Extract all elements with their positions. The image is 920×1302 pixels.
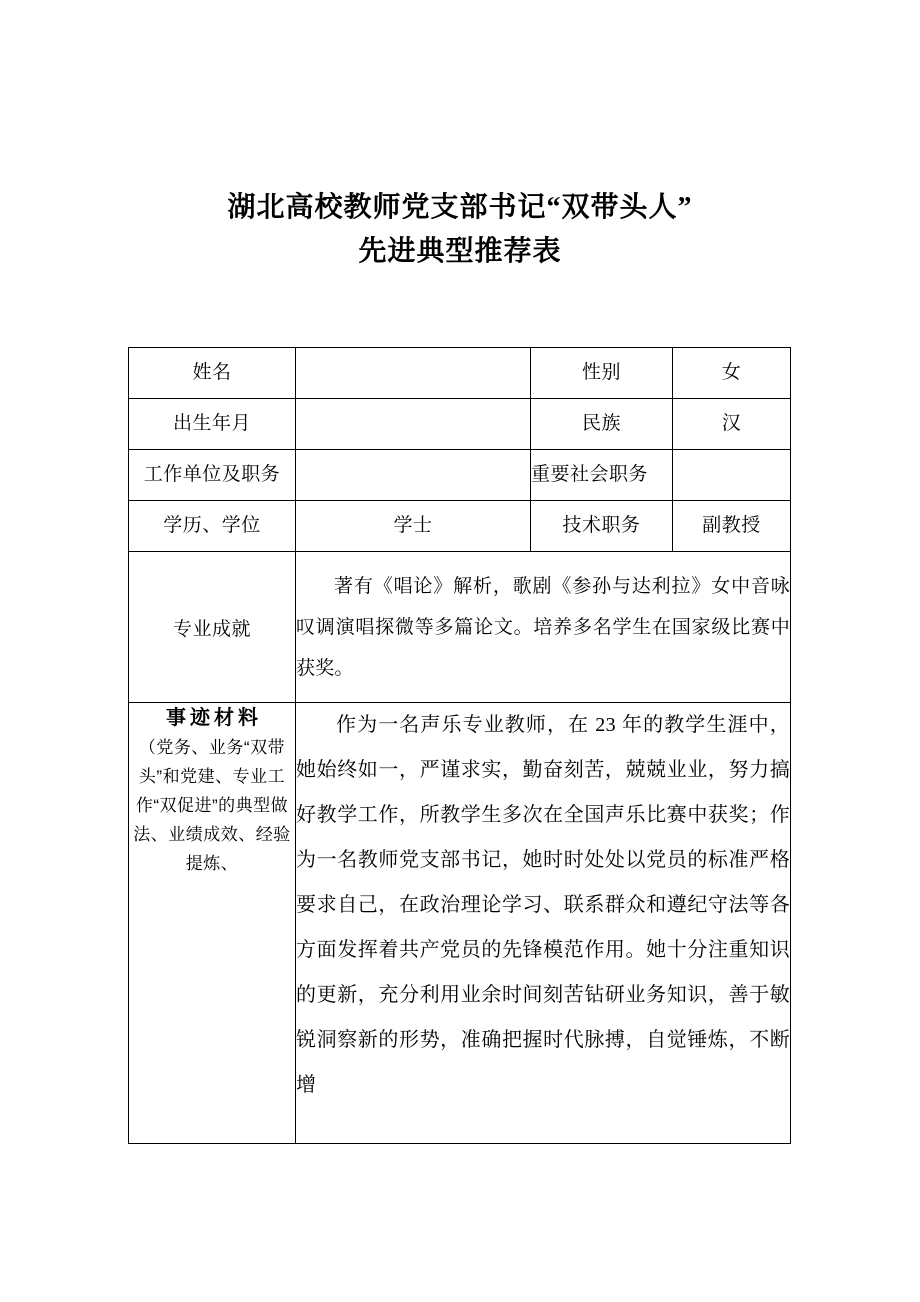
document-title xyxy=(0,186,920,274)
title-line-2: 先进典型推荐表 xyxy=(358,236,562,267)
deeds-label-description: （党务、业务“双带头”和党建、专业工作“双促进”的典型做法、业绩成效、经验提炼、 xyxy=(133,738,291,873)
field-value-deeds[interactable] xyxy=(296,703,791,1144)
field-value-workunit[interactable] xyxy=(296,450,531,501)
field-label-social-post: 重要社会职务 xyxy=(531,450,673,501)
field-label-workunit: 工作单位及职务 xyxy=(129,450,296,501)
title-line-1: 湖北高校教师党支部书记“双带头人” xyxy=(227,192,693,223)
table-row xyxy=(129,703,791,1144)
field-value-social-post[interactable] xyxy=(673,450,791,501)
field-label-technical-post: 技术职务 xyxy=(531,501,673,552)
field-label-ethnicity: 民族 xyxy=(531,399,673,450)
field-value-ethnicity[interactable]: 汉 xyxy=(673,399,791,450)
field-label-deeds xyxy=(129,703,296,1144)
table-row xyxy=(129,552,791,703)
field-label-gender: 性别 xyxy=(531,348,673,399)
deeds-label-heading: 事迹材料 xyxy=(166,707,262,729)
field-label-education: 学历、学位 xyxy=(129,501,296,552)
field-value-gender[interactable]: 女 xyxy=(673,348,791,399)
field-label-birthdate: 出生年月 xyxy=(129,399,296,450)
field-value-technical-post[interactable]: 副教授 xyxy=(673,501,791,552)
table-row xyxy=(129,348,791,399)
deeds-paragraph: 作为一名声乐专业教师，在 23 年的教学生涯中，她始终如一，严谨求实，勤奋刻苦，兢兢业业，努力搞好教学工作，所教学生多次在全国声乐比赛中获奖；作为一名教师党支部书记，她时时处处以党员的标准严格要求自己，在政治理论学习、联系群众和遵纪守法等各方面发挥着共产党员的先锋模范作用。她十分注重知识的更新，充分利用业余时间刻苦钻研业务知识，善于敏锐洞察新的形势，准确把握时代脉搏，自觉锤炼，不断增 xyxy=(296,714,790,1096)
table-row xyxy=(129,450,791,501)
field-value-name[interactable] xyxy=(296,348,531,399)
field-value-education[interactable]: 学士 xyxy=(296,501,531,552)
recommendation-form-table xyxy=(128,347,791,1144)
field-label-name: 姓名 xyxy=(129,348,296,399)
field-value-birthdate[interactable] xyxy=(296,399,531,450)
table-row xyxy=(129,399,791,450)
table-row xyxy=(129,501,791,552)
field-value-achievement[interactable]: 著有《唱论》解析，歌剧《参孙与达利拉》女中音咏叹调演唱探微等多篇论文。培养多名学生在国家级比赛中获奖。 xyxy=(296,552,791,703)
field-label-achievement: 专业成就 xyxy=(129,552,296,703)
